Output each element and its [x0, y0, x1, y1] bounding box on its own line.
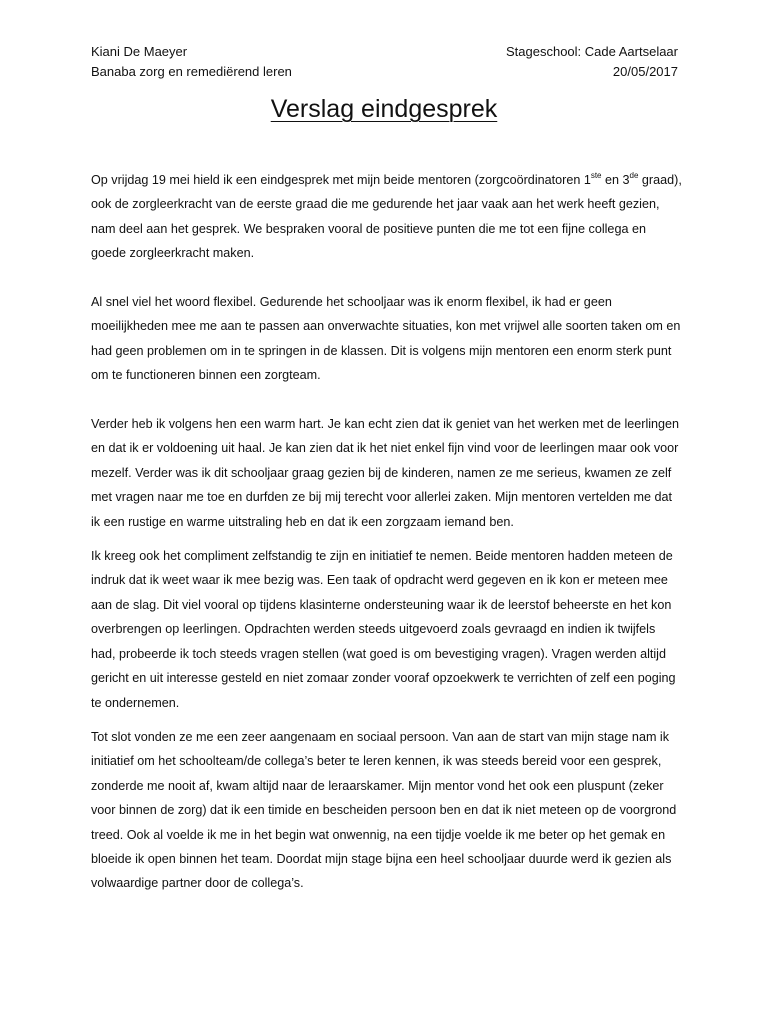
- superscript-de: de: [629, 171, 639, 180]
- paragraph-sociaal: Tot slot vonden ze me een zeer aangenaam en sociaal persoon. Van aan de start van mijn stage nam ik initiatief om het schoolteam/de collega’s beter te leren kennen, ik was steeds bereid voor een gesprek, zonderde me nooit af, kwam altijd naar de leraarskamer. Mijn mentor vond het ook een pluspunt (zeker voor binnen de zorg) dat ik een timide en bescheiden persoon ben en dat ik niet meteen op de voorgrond treed. Ook al voelde ik me in het begin wat onwennig, na een tijdje voelde ik me beter op het gemak en bloeide ik open binnen het team. Doordat mijn stage bijna een heel schooljaar duurde werd ik gezien als volwaardige partner door de collega’s.: [91, 729, 677, 891]
- paragraph-intro: [91, 168, 682, 266]
- internship-school: Stageschool: Cade Aartselaar: [506, 44, 678, 59]
- superscript-ste: ste: [590, 171, 602, 180]
- course-name: Banaba zorg en remediërend leren: [91, 64, 292, 79]
- paragraph-intro-part-a: Op vrijdag 19 mei hield ik een eindgesprek met mijn beide mentoren (zorgcoördinatoren 1: [91, 173, 591, 187]
- page-header: [91, 42, 678, 82]
- document-title: Verslag eindgesprek: [270, 95, 498, 123]
- author-name: Kiani De Maeyer: [91, 44, 188, 59]
- document-body: [91, 168, 682, 896]
- document-date: 20/05/2017: [612, 64, 678, 79]
- paragraph-flexibel: Al snel viel het woord flexibel. Gedurende het schooljaar was ik enorm flexibel, ik had er geen moeilijkheden mee me aan te passen aan onverwachte situaties, kon met vrijwel alle soorten taken om en had geen problemen om in te springen in de klassen. Dit is volgens mijn mentoren een enorm sterk punt om te functioneren binnen een zorgteam.: [91, 295, 681, 383]
- paragraph-zelfstandig: Ik kreeg ook het compliment zelfstandig te zijn en initiatief te nemen. Beide mentoren hadden meteen de indruk dat ik weet waar ik mee bezig was. Een taak of opdracht werd gegeven en ik kon er meteen mee aan de slag. Dit viel vooral op tijdens klasinterne ondersteuning waar ik de leerstof beheerste en het kon overbrengen op leerlingen. Opdrachten werden steeds uitgevoerd zoals gevraagd en indien ik twijfels had, probeerde ik toch steeds vragen stellen (wat goed is om bevestiging vragen). Vragen werden altijd gericht en uit interesse gesteld en niet zomaar zonder vooraf opzoekwerk te verrichten of zelf een poging te ondernemen.: [91, 549, 676, 710]
- paragraph-intro-part-b: en 3: [601, 173, 630, 187]
- paragraph-intro-part-c: graad), ook de zorgleerkracht van de eerste graad die me gedurende het jaar vaak aan het werk heeft gezien, nam deel aan het gesprek. We bespraken vooral de positieve punten die me tot een fijne collega en goede zorgleerkracht maken.: [91, 173, 682, 261]
- paragraph-warm-hart: Verder heb ik volgens hen een warm hart. Je kan echt zien dat ik geniet van het werken met de leerlingen en dat ik er voldoening uit haal. Je kan zien dat ik het niet enkel fijn vind voor de leerlingen maar ook voor mezelf. Verder was ik dit schooljaar graag gezien bij de kinderen, namen ze me serieus, kwamen ze zelf met vragen naar me toe en durfden ze bij mij terecht voor allerlei zaken. Mijn mentoren vertelden me dat ik een rustige en warme uitstraling heb en dat ik een zorgzaam iemand ben.: [91, 417, 680, 529]
- header-row-2: [91, 62, 678, 82]
- header-row-1: [91, 42, 678, 62]
